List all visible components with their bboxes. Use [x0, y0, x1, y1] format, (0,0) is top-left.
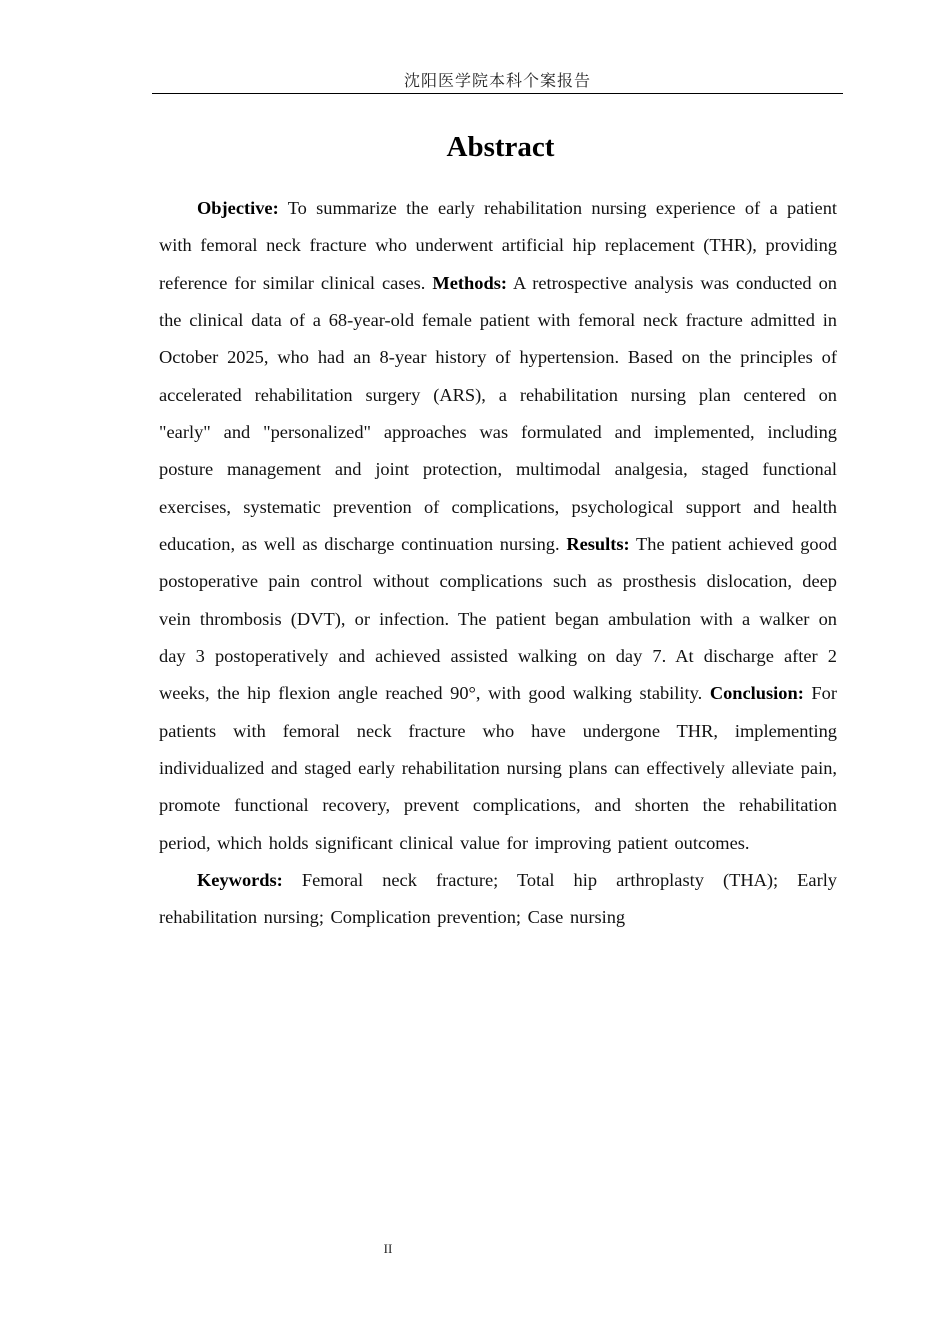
results-text: The patient achieved good postoperative pain control without complications such as prosthesis dislocation, deep vein thrombosis (DVT), or infection. The patient began ambulation with a walker on day 3 postoperatively and achieved assisted walking on day 7. At discharge after 2 weeks, the hip flexion angle reached 90°, with good walking stability. — [159, 533, 837, 704]
abstract-paragraph — [159, 190, 837, 862]
keywords-text: Femoral neck fracture; Total hip arthroplasty (THA); Early rehabilitation nursing; Complication prevention; Case nursing — [159, 869, 837, 928]
header-title: 沈阳医学院本科个案报告 — [403, 71, 591, 90]
results-label: Results: — [566, 533, 630, 554]
keywords-paragraph — [159, 862, 837, 937]
conclusion-label: Conclusion: — [709, 683, 804, 704]
page-number: II — [383, 1241, 393, 1256]
keywords-label: Keywords: — [197, 869, 283, 890]
methods-label: Methods: — [432, 272, 507, 293]
conclusion-text: For patients with femoral neck fracture who have undergone THR, implementing individualized and staged early rehabilitation nursing plans can effectively alleviate pain, promote functional recovery, prevent complications, and shorten the rehabilitation period, which holds significant clinical value for improving patient outcomes. — [159, 683, 837, 853]
objective-label: Objective: — [197, 198, 279, 218]
objective-text: To summarize the early rehabilitation nursing experience of a patient with femoral neck fracture who underwent artificial hip replacement (THR), providing reference for similar clinical cases. — [159, 198, 837, 293]
abstract-title: Abstract — [446, 131, 555, 163]
running-header — [152, 68, 843, 94]
abstract-body — [159, 190, 837, 937]
methods-text: A retrospective analysis was conducted on the clinical data of a 68-year-old female patient with femoral neck fracture admitted in October 2025, who had an 8-year history of hypertension. Based on the principles of accelerated rehabilitation surgery (ARS), a rehabilitation nursing plan centered on "early" and "personalized" approaches was formulated and implemented, including posture management and joint protection, multimodal analgesia, staged functional exercises, systematic prevention of complications, psychological support and health education, as well as discharge continuation nursing. — [159, 272, 837, 554]
